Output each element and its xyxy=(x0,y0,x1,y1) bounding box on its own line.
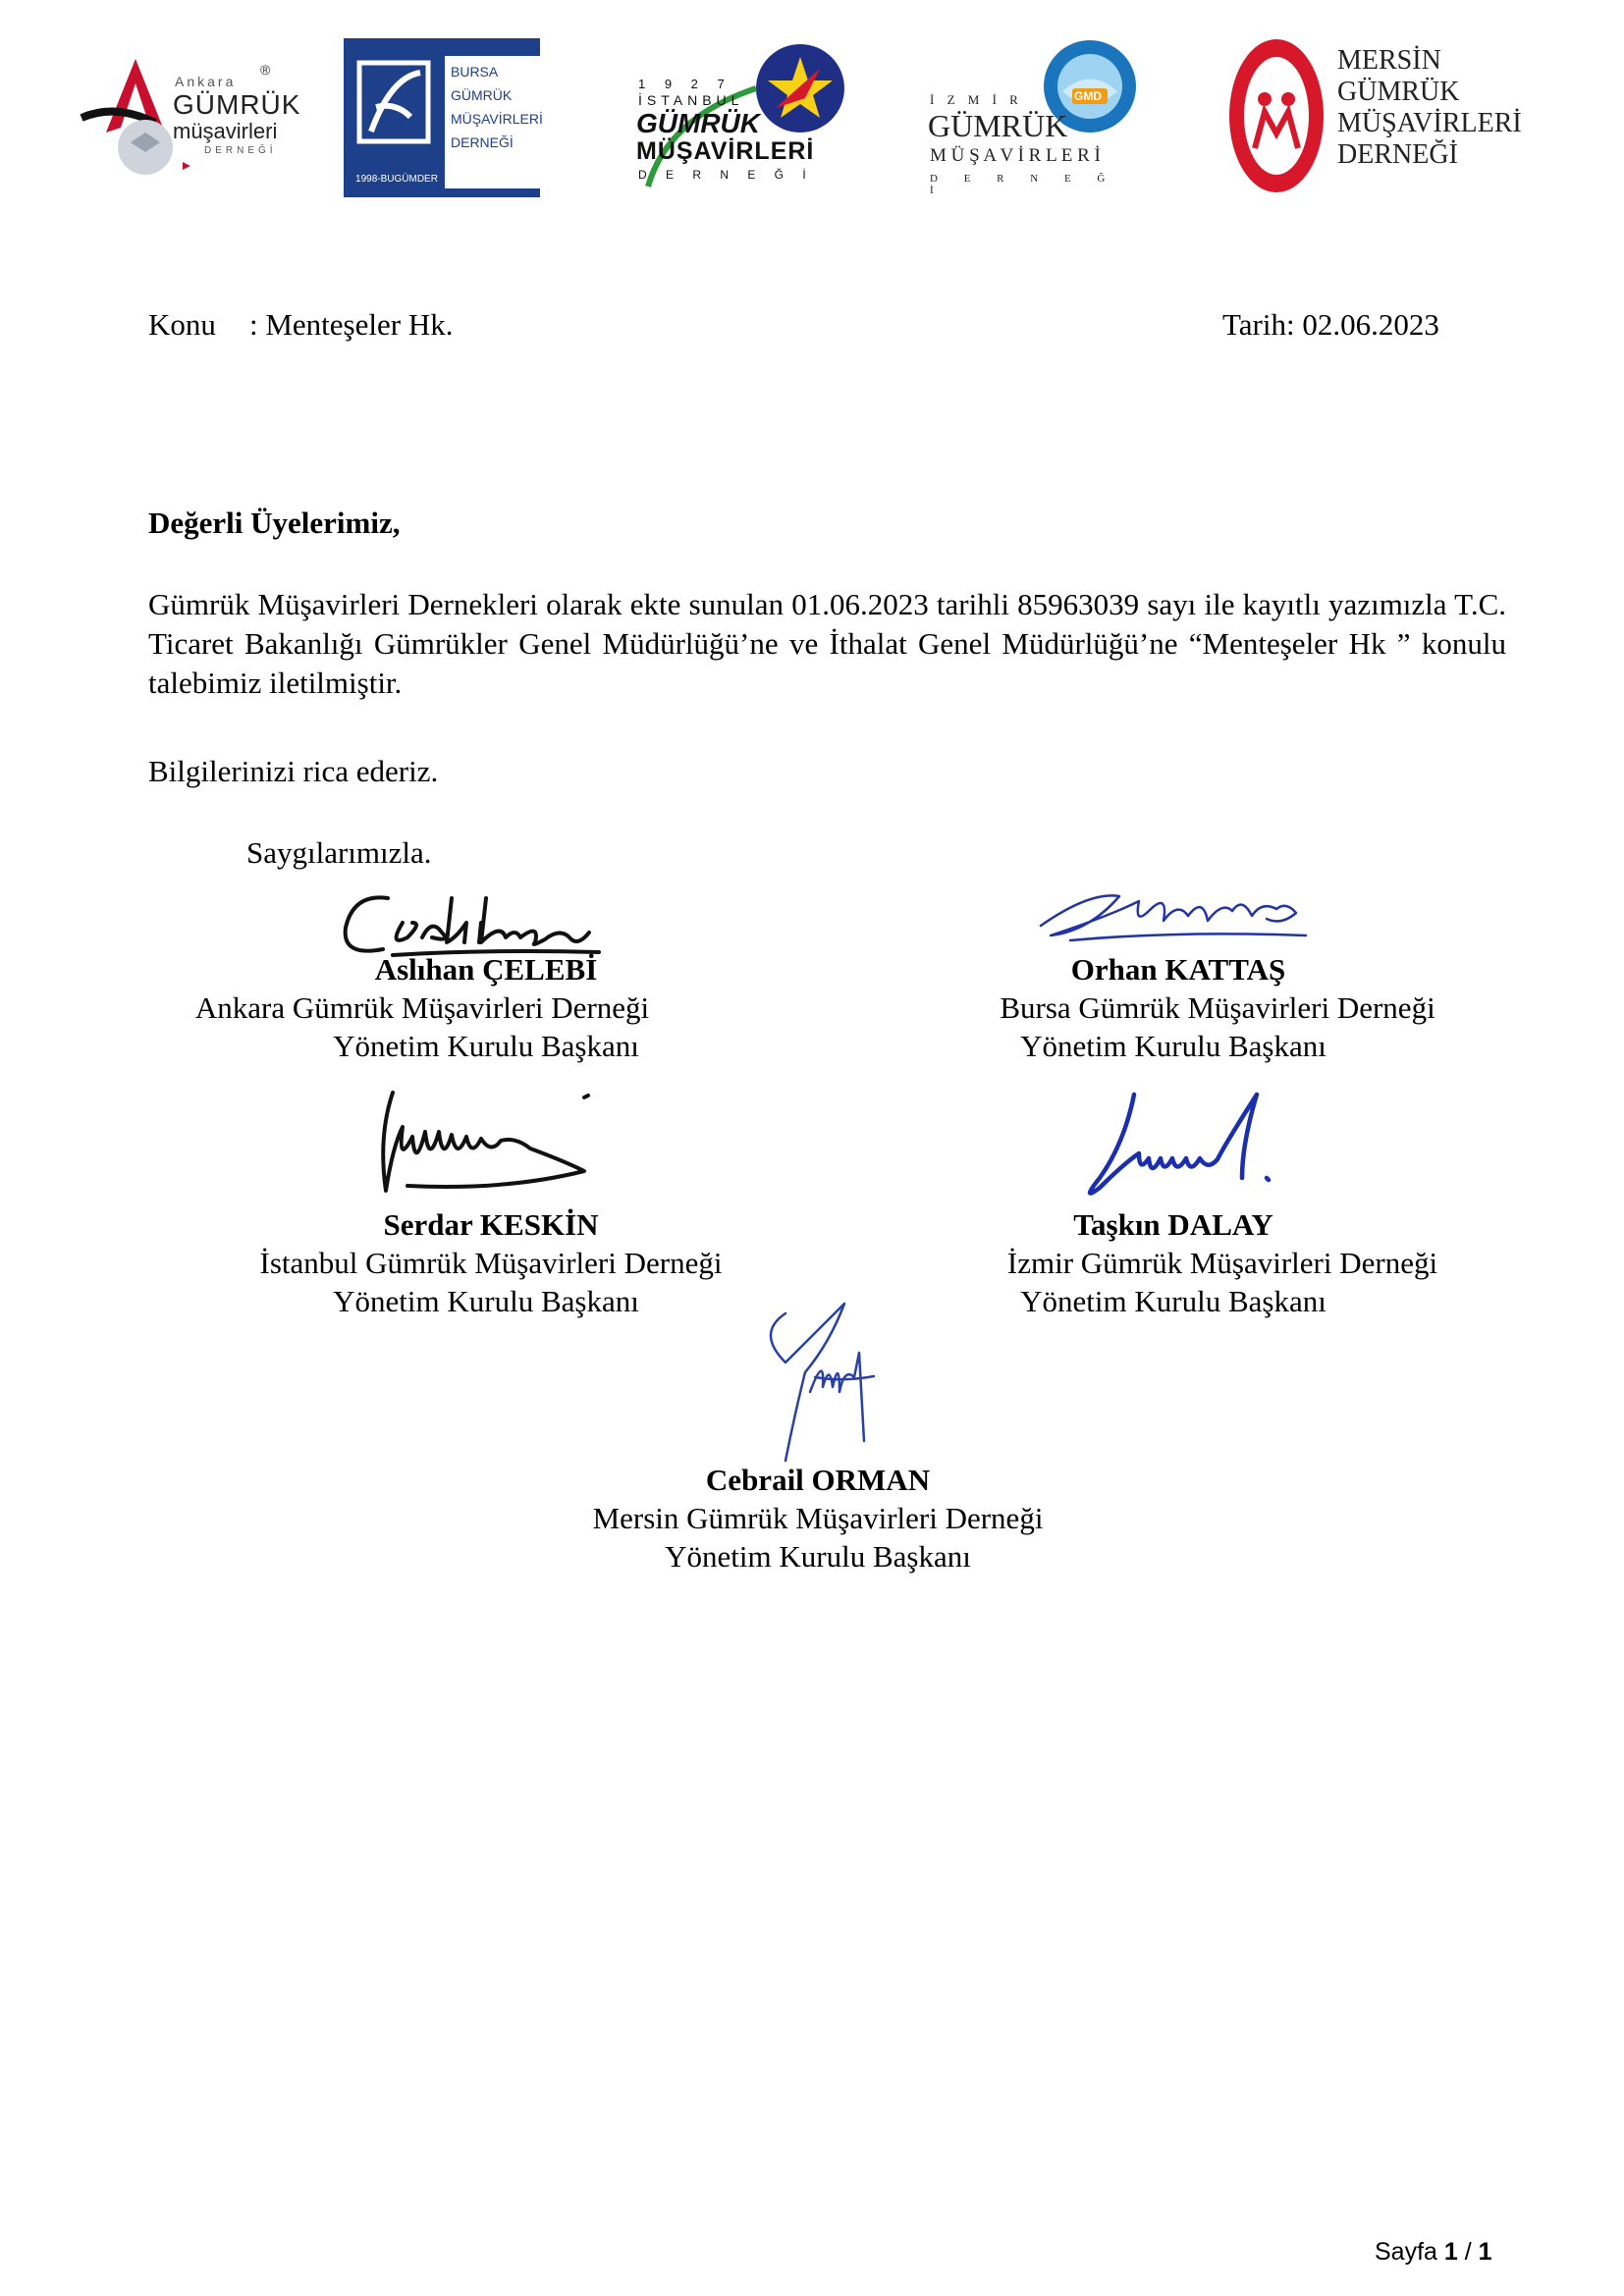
istanbul-line-dernegi: D E R N E Ğ İ xyxy=(638,168,814,182)
signature-dalay xyxy=(1070,1085,1306,1207)
ankara-logo-small: Ankara xyxy=(175,74,237,89)
signature-kattas xyxy=(1031,881,1326,955)
bursa-logo xyxy=(344,38,543,197)
page-separator: / xyxy=(1464,2238,1472,2266)
signatory-org-3: İstanbul Gümrük Müşavirleri Derneği xyxy=(259,1246,723,1280)
istanbul-logo xyxy=(628,39,854,196)
mersin-seal-icon xyxy=(1227,35,1326,197)
signature-orman xyxy=(717,1294,943,1466)
istanbul-city: İSTANBUL xyxy=(638,92,744,108)
signatory-name-4: Taşkın DALAY xyxy=(1073,1207,1273,1242)
izmir-line-gumruk: GÜMRÜK xyxy=(928,108,1068,143)
request-line: Bilgilerinizi rica ederiz. xyxy=(148,754,439,788)
signatory-org-2: Bursa Gümrük Müşavirleri Derneği xyxy=(1000,990,1435,1025)
logo-bar xyxy=(0,29,1624,206)
signatory-name-1: Aslıhan ÇELEBİ xyxy=(374,952,598,987)
bursa-line-4: DERNEĞİ xyxy=(451,134,514,150)
mersin-line-2: GÜMRÜK xyxy=(1337,77,1460,107)
signatory-title-5: Yönetim Kurulu Başkanı xyxy=(665,1539,971,1574)
page-number xyxy=(1375,2238,1492,2267)
signatory-org-5: Mersin Gümrük Müşavirleri Derneği xyxy=(592,1501,1044,1535)
bursa-emblem-icon xyxy=(352,48,440,166)
signatory-title-4: Yönetim Kurulu Başkanı xyxy=(1020,1284,1326,1318)
izmir-line-dernegi: D E R N E Ğ İ xyxy=(930,173,1117,196)
signatory-title-2: Yönetim Kurulu Başkanı xyxy=(1020,1029,1326,1063)
izmir-city: İ Z M İ R xyxy=(930,92,1023,107)
bursa-text-panel xyxy=(445,56,543,188)
mersin-line-1: MERSİN xyxy=(1337,45,1441,76)
bursa-line-3: MÜŞAVİRLERİ xyxy=(451,111,543,127)
page-label: Sayfa xyxy=(1375,2238,1437,2266)
page-total: 1 xyxy=(1478,2238,1492,2266)
letter-body: Gümrük Müşavirleri Dernekleri olarak ekte sunulan 01.06.2023 tarihli 85963039 sayı ile kayıtlı yazımızla T.C. Ticaret Bakanlığı Gümrükler Genel Müdürlüğü’ne ve İthalat Genel Müdürlüğü’ne “Menteşeler Hk ” konulu talebimiz iletilmiştir. xyxy=(148,587,1506,700)
signatory-name-3: Serdar KESKİN xyxy=(383,1207,599,1242)
istanbul-year: 1 9 2 7 xyxy=(638,77,732,91)
page-current: 1 xyxy=(1443,2238,1458,2266)
signatory-name-5: Cebrail ORMAN xyxy=(705,1463,931,1497)
izmir-line-musavirleri: M Ü Ş A V İ R L E R İ xyxy=(930,145,1101,166)
ankara-logo-title: GÜMRÜK xyxy=(173,89,301,120)
registered-mark-icon: ® xyxy=(260,62,271,78)
mersin-line-3: MÜŞAVİRLERİ xyxy=(1337,108,1522,138)
signature-keskin xyxy=(358,1078,614,1205)
ankara-logo-sub: müşavirleri xyxy=(173,119,278,143)
signatory-title-1: Yönetim Kurulu Başkanı xyxy=(333,1029,639,1063)
izmir-badge-text: GMD xyxy=(1074,89,1102,103)
subject-label: Konu xyxy=(148,307,216,342)
bursa-line-2: GÜMRÜK xyxy=(451,87,513,103)
salutation: Değerli Üyelerimiz, xyxy=(148,506,401,540)
letter-date: Tarih: 02.06.2023 xyxy=(1222,307,1439,342)
signatory-org-4: İzmir Gümrük Müşavirleri Derneği xyxy=(1006,1246,1438,1280)
signatory-title-3: Yönetim Kurulu Başkanı xyxy=(333,1284,639,1318)
bursa-footer: 1998-BUGÜMDER xyxy=(355,174,438,185)
signatory-org-1: Ankara Gümrük Müşavirleri Derneği xyxy=(194,990,650,1025)
istanbul-line-musavirleri: MÜŞAVİRLERİ xyxy=(636,137,815,165)
ankara-logo-dernegi: DERNEĞİ xyxy=(204,145,277,156)
ankara-logo xyxy=(77,54,301,201)
istanbul-line-gumruk: GÜMRÜK xyxy=(636,108,760,138)
signatory-name-2: Orhan KATTAŞ xyxy=(1070,952,1286,987)
closing-line: Saygılarımızla. xyxy=(246,835,432,870)
subject-value: : Menteşeler Hk. xyxy=(249,307,454,342)
mersin-line-4: DERNEĞİ xyxy=(1337,139,1458,170)
bursa-line-1: BURSA xyxy=(451,64,499,80)
mersin-logo xyxy=(1227,35,1522,202)
izmir-logo xyxy=(928,37,1144,199)
